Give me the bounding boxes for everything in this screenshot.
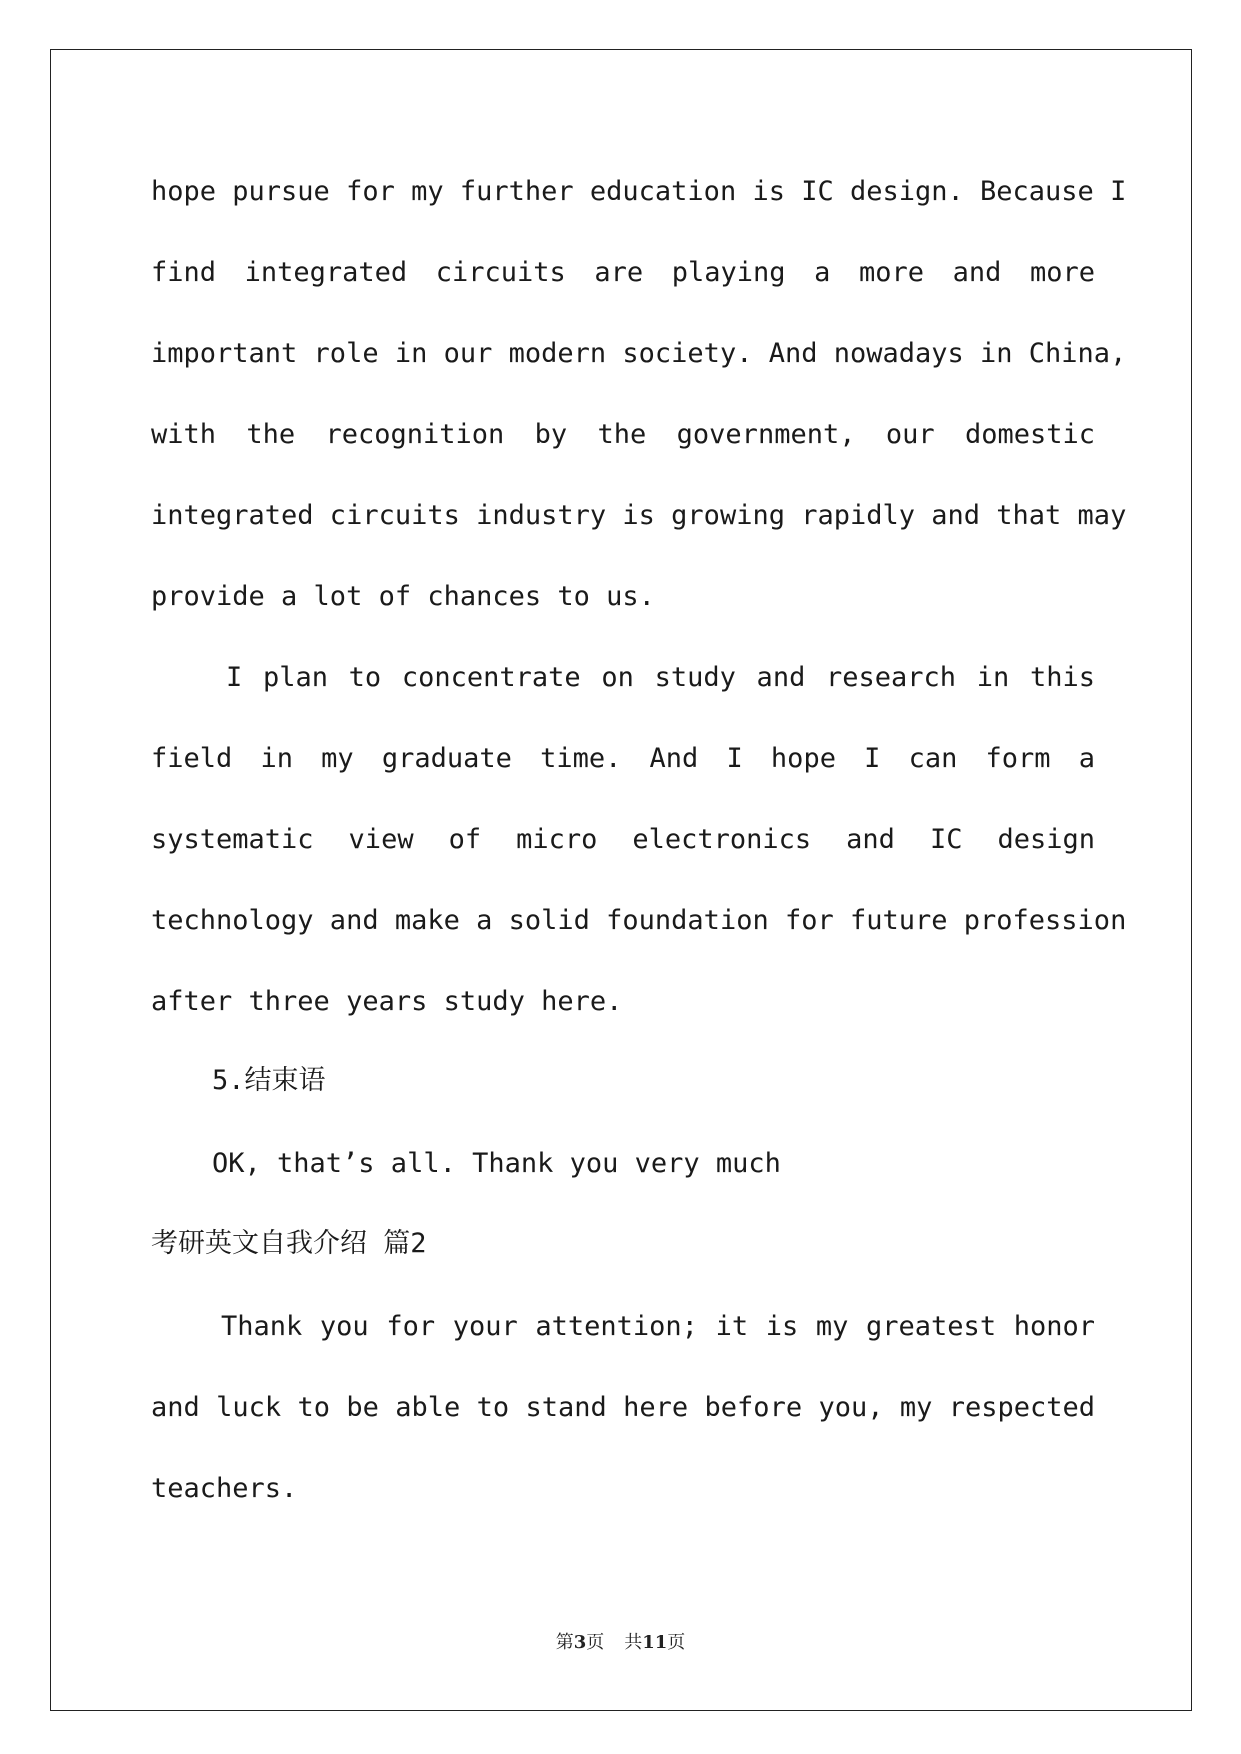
page-prefix: 第 (555, 1632, 574, 1653)
body-text-line: Thank you for your attention; it is my greatest honor (221, 1311, 1095, 1342)
body-text-line: hope pursue for my further education is IC design. Because I (151, 176, 1127, 207)
body-text-line: with the recognition by the government, our domestic (151, 419, 1095, 450)
body-text-line: after three years study here. (151, 986, 623, 1017)
page-border (50, 49, 1192, 1711)
body-text-line: teachers. (151, 1473, 298, 1504)
body-text-line: systematic view of micro electronics and IC design (151, 824, 1095, 855)
page-suffix: 页 (586, 1632, 605, 1653)
body-text-line: important role in our modern society. And nowadays in China, (151, 338, 1127, 369)
body-text-line: technology and make a solid foundation for future profession (151, 905, 1127, 936)
current-page-number: 3 (573, 1632, 587, 1653)
body-text-line: field in my graduate time. And I hope I can form a (151, 743, 1095, 774)
body-text-line: integrated circuits industry is growing rapidly and that may (151, 500, 1127, 531)
body-text-line: find integrated circuits are playing a more and more (151, 257, 1095, 288)
total-suffix: 页 (667, 1632, 686, 1653)
section-heading: 5.结束语 (212, 1065, 326, 1096)
body-text-line: and luck to be able to stand here before you, my respected (151, 1392, 1095, 1423)
page-footer (0, 1632, 1241, 1654)
body-text-line: provide a lot of chances to us. (151, 581, 655, 612)
closing-line: OK, that’s all. Thank you very much (212, 1148, 781, 1179)
article-title: 考研英文自我介绍 篇2 (151, 1228, 427, 1259)
total-prefix: 共 (624, 1632, 643, 1653)
body-text-line: I plan to concentrate on study and research in this (226, 662, 1095, 693)
total-pages-number: 11 (642, 1632, 668, 1653)
